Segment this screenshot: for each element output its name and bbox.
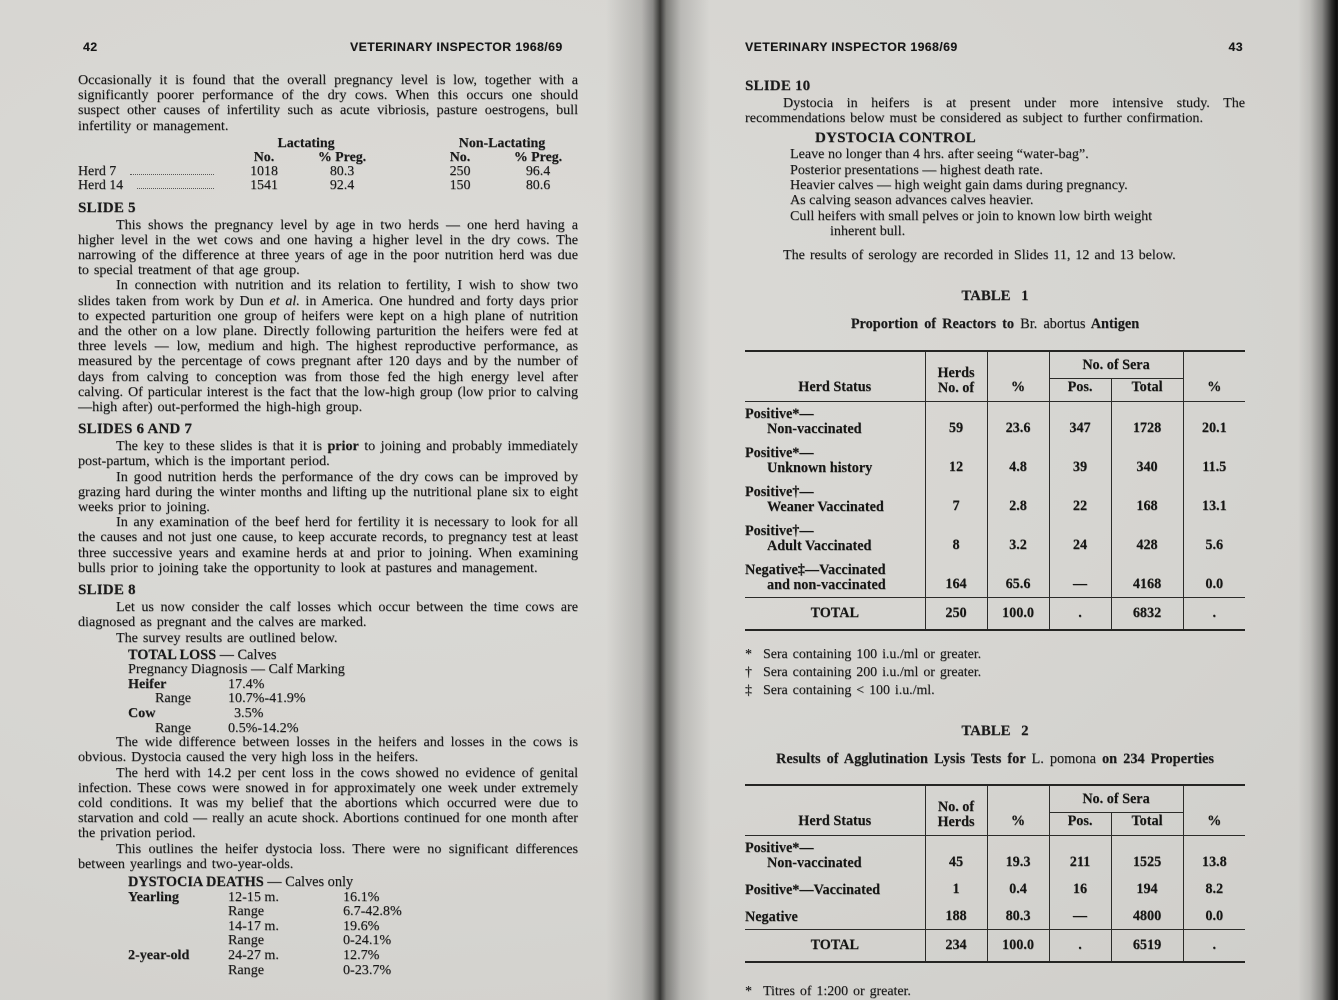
list-item: Posterior presentations — highest death rate. (790, 161, 1043, 178)
dotted-leader (137, 187, 214, 189)
herd-table-group-header (78, 137, 578, 151)
table-cell: 23.6 (987, 402, 1049, 442)
dystocia-control-heading: DYSTOCIA CONTROL (815, 130, 976, 147)
table-row (745, 519, 1245, 558)
table-cell: 11.5 (1183, 441, 1245, 480)
table-1-title: Proportion of Reactors to Br. abortus Antigen (850, 316, 1140, 333)
slides-6-7-paragraph-2: In good nutrition herds the performance of the dry cows can be improved by grazing hard during the winter months and lifting up the nutritional plane six to eight weeks prior to joining. (78, 468, 578, 516)
stat-value: 10.7%-41.9% (228, 690, 306, 707)
table-cell: 13.8 (1183, 836, 1245, 876)
table-cell: 8.2 (1183, 875, 1245, 902)
table-2-title: Results of Agglutination Lysis Tests for L. pomona on 234 Properties (776, 751, 1214, 768)
table-cell: 250 (925, 598, 987, 631)
table-cell: 0.0 (1183, 558, 1245, 598)
table-cell: 1541 (250, 178, 278, 194)
slide-8-heading: SLIDE 8 (78, 582, 136, 599)
table-cell: 1 (925, 875, 987, 902)
table-cell: 8 (925, 519, 987, 558)
table-cell: 6519 (1111, 930, 1183, 963)
table-cell: 59 (925, 402, 987, 442)
table-row (745, 558, 1245, 598)
table-1-caption: TABLE 1 (961, 288, 1029, 305)
table-cell: 100.0 (987, 930, 1049, 963)
dotted-leader (130, 173, 214, 175)
list-item: Cull heifers with small pelves or join to known low birth weight (790, 207, 1153, 224)
table-cell: 5.6 (1183, 519, 1245, 558)
col-preg: % Preg. (317, 150, 367, 166)
herd-pregnancy-table (78, 137, 578, 194)
table-cell: 1018 (250, 164, 278, 180)
table-cell: 19.3 (987, 836, 1049, 876)
slides-6-7-heading: SLIDES 6 AND 7 (78, 421, 193, 438)
table-cell: Positive*— Non-vaccinated (745, 840, 862, 872)
table-cell: TOTAL (745, 598, 925, 631)
herd-label: Herd 7 (78, 164, 117, 180)
slide-8-paragraph-1: Let us now consider the calf losses which occur between the time cows are diagnosed as pregnant and the calves are marked. (78, 599, 578, 631)
stat-row: 2-year-old 24-27 m. 12.7% (128, 947, 380, 964)
prior-bold: prior (327, 438, 359, 455)
table-cell: 428 (1111, 519, 1183, 558)
species-name: Br. abortus (1020, 316, 1086, 333)
list-item: Leave no longer than 4 hrs. after seeing “water-bag”. (790, 146, 1089, 163)
table-cell: Negative‡—Vaccinated and non-vaccinated (745, 562, 886, 594)
stat-label: Cow (128, 705, 156, 722)
table-cell: 65.6 (987, 558, 1049, 598)
slide-5-heading: SLIDE 5 (78, 199, 136, 216)
stat-label: Heifer (128, 675, 167, 692)
table-cell: . (1183, 598, 1245, 631)
footnote: † Sera containing 200 i.u./ml or greater. (745, 665, 982, 681)
stat-value: 0.5%-14.2% (228, 719, 299, 736)
table-cell: 164 (925, 558, 987, 598)
table-cell: 6832 (1111, 598, 1183, 631)
table-cell: 340 (1111, 441, 1183, 480)
table-cell: 0.0 (1183, 902, 1245, 930)
dystocia-deaths-title: DYSTOCIA DEATHS — Calves only (128, 874, 354, 891)
slide-10-paragraph-1: Dystocia in heifers is at present under more intensive study. The recommendations below must be considered as subject to further confirmation. (745, 95, 1245, 127)
table-cell: 0.4 (987, 875, 1049, 902)
footnote: * Sera containing 100 i.u./ml or greater. (745, 647, 982, 663)
footnote: ‡ Sera containing < 100 i.u./ml. (745, 683, 935, 699)
dystocia-deaths-block (128, 875, 578, 977)
slide-8-paragraph-5: This outlines the heifer dystocia loss. There were no significant differences between yearlings and two-year-olds. (78, 840, 578, 872)
slides-6-7-paragraph-1: The key to these slides is that it is prior to joining and probably immediately post-partum, which is the important period. (78, 438, 578, 470)
col-header-percent: % (987, 351, 1049, 402)
group-non-lactating: Non-Lactating (458, 135, 546, 151)
total-loss-block (128, 648, 578, 736)
stat-row: 14-17 m. 19.6% (228, 917, 380, 934)
col-header-herd-status: Herd Status (745, 785, 925, 836)
col-no: No. (253, 150, 275, 166)
table-1-footnotes (745, 646, 1245, 700)
table-cell: 168 (1111, 480, 1183, 519)
table-row (745, 836, 1245, 876)
total-loss-title: TOTAL LOSS — Calves (128, 646, 277, 663)
table-cell: 347 (1049, 402, 1111, 442)
col-header-percent: % (1183, 351, 1245, 402)
slide-5-paragraph-1: This shows the pregnancy level by age in two herds — one herd having a higher level in the wet cows and one having a higher level in the dry cows. The narrowing of the difference at three years of age in the poor nutrition herd was due to special treatment of that age group. (78, 216, 578, 279)
stat-row (128, 706, 578, 721)
table-row (745, 902, 1245, 930)
table-cell: 234 (925, 930, 987, 963)
total-loss-subtitle: Pregnancy Diagnosis — Calf Marking (128, 661, 345, 678)
table-total-row (745, 930, 1245, 963)
slides-6-7-paragraph-3: In any examination of the beef herd for fertility it is necessary to look for all the causes and not just one cause, to keep accurate records, to pregnancy test at least three successive years and examine herds at and prior to joining. When examining bulls prior to joining take the opportunity to look at pastures and management. (78, 514, 578, 576)
stat-row (128, 677, 578, 692)
col-header-pos: Pos. (1049, 813, 1111, 836)
dystocia-control-list (790, 147, 1245, 239)
slide-5-paragraph-2: In connection with nutrition and its relation to fertility, I wish to show two slides taken from work by Dun et al. in America. One hundred and forty days prior to expected parturition one group of heifers were kept on a high plane of nutrition and the other on a low plane. Directly following parturition the heifers were fed at three levels — low, medium and high. The highest reproductive performance, as measured by the percentage of cows pregnant after 120 days and by the number of days from calving to conception was from those fed the high energy level after calving. Of particular interest is the fact that the low-high group (low prior to calving—high after) out-performed the high-high group. (78, 277, 578, 416)
table-cell: TOTAL (745, 930, 925, 963)
stat-row: Range 0-24.1% (228, 932, 392, 949)
table-cell: Positive†— Adult Vaccinated (745, 523, 872, 555)
page-42-content (78, 73, 578, 977)
table-cell: 12 (925, 441, 987, 480)
table-cell: . (1049, 930, 1111, 963)
table-cell: Positive†— Weaner Vaccinated (745, 484, 884, 516)
herd-label: Herd 14 (78, 178, 124, 194)
table-cell: 45 (925, 836, 987, 876)
book-gutter-shadow (606, 0, 710, 1000)
table-cell: 150 (449, 178, 471, 194)
table-cell: Positive*—Vaccinated (745, 882, 881, 899)
table-2-caption: TABLE 2 (961, 723, 1029, 740)
table-total-row (745, 598, 1245, 631)
table-cell: 20.1 (1183, 402, 1245, 442)
slide-10-heading: SLIDE 10 (745, 78, 811, 94)
table-cell: 80.3 (329, 164, 355, 180)
col-header-no-of-sera: No. of Sera (1049, 351, 1183, 379)
table-cell: 13.1 (1183, 480, 1245, 519)
table-cell: — (1049, 558, 1111, 598)
serology-paragraph: The results of serology are recorded in Slides 11, 12 and 13 below. (783, 247, 1176, 264)
table-cell: 211 (1049, 836, 1111, 876)
table-cell: 24 (1049, 519, 1111, 558)
table-cell: 80.3 (987, 902, 1049, 930)
table-cell: 80.6 (525, 178, 551, 194)
table-cell: 1525 (1111, 836, 1183, 876)
table-cell: Negative (745, 909, 798, 926)
table-cell: 39 (1049, 441, 1111, 480)
table-cell: 7 (925, 480, 987, 519)
col-header-percent: % (987, 785, 1049, 836)
table-cell: 22 (1049, 480, 1111, 519)
stat-label: Range (155, 690, 192, 707)
col-header-total: Total (1111, 379, 1183, 402)
table-cell: 4800 (1111, 902, 1183, 930)
table-cell: 250 (449, 164, 471, 180)
table-cell: 2.8 (987, 480, 1049, 519)
et-al-italic: et al. (269, 292, 300, 309)
list-item-continuation: inherent bull. (830, 222, 906, 239)
page-43-content (745, 74, 1245, 1000)
stat-row: Range 0-23.7% (228, 961, 392, 978)
table-cell: Positive*— Unknown history (745, 445, 873, 477)
col-header-herds: Herds No. of (925, 351, 987, 402)
herd-table-row (78, 165, 578, 179)
stat-row (128, 721, 578, 736)
list-item: As calving season advances calves heavier. (790, 192, 1034, 209)
table-cell: 4168 (1111, 558, 1183, 598)
table-cell: . (1049, 598, 1111, 631)
stat-value: 17.4% (228, 675, 265, 692)
table-row (745, 875, 1245, 902)
herd-table-column-header (78, 151, 578, 165)
col-header-herds: No. of Herds (925, 785, 987, 836)
species-name: L. pomona (1031, 751, 1096, 768)
table-cell: Positive*— Non-vaccinated (745, 406, 862, 438)
herd-table-row (78, 179, 578, 193)
table-cell: 100.0 (987, 598, 1049, 631)
table-cell: 3.2 (987, 519, 1049, 558)
slide-8-paragraph-3: The wide difference between losses in the heifers and losses in the cows is obvious. Dystocia caused the very high loss in the heifers. (78, 734, 578, 766)
slide-8-paragraph-4: The herd with 14.2 per cent loss in the cows showed no evidence of genital infection. These cows were snowed in for approximately one week under extremely cold conditions. It was my belief that the abortions which occurred were due to starvation and cold — really an acute shock. Abortions continued for one month after the privation period. (78, 764, 578, 842)
col-header-no-of-sera: No. of Sera (1049, 785, 1183, 813)
table-cell: . (1183, 930, 1245, 963)
slide-8-paragraph-2: The survey results are outlined below. (116, 629, 338, 646)
table-2 (745, 784, 1245, 963)
running-head: VETERINARY INSPECTOR 1968/69 (745, 40, 958, 54)
stat-row (128, 691, 578, 706)
page-edge-shadow (1298, 0, 1338, 1000)
col-header-total: Total (1111, 813, 1183, 836)
page-number: 43 (1228, 40, 1243, 54)
table-cell: 96.4 (525, 164, 551, 180)
table-cell: — (1049, 902, 1111, 930)
table-cell: 4.8 (987, 441, 1049, 480)
stat-row: Yearling 12-15 m. 16.1% (128, 888, 380, 905)
table-cell: 16 (1049, 875, 1111, 902)
table-row (745, 441, 1245, 480)
table-row (745, 480, 1245, 519)
table-1 (745, 350, 1245, 631)
stat-value: 3.5% (234, 705, 264, 722)
intro-paragraph: Occasionally it is found that the overall pregnancy level is low, together with a significantly poorer performance of the dry cows. When this occurs one should suspect other causes of infertility such as acute vibriosis, pasture oestrogens, bull infertility or management. (78, 72, 578, 134)
col-header-pos: Pos. (1049, 379, 1111, 402)
table-cell: 194 (1111, 875, 1183, 902)
col-preg: % Preg. (513, 150, 563, 166)
running-head: VETERINARY INSPECTOR 1968/69 (350, 40, 563, 54)
table-cell: 188 (925, 902, 987, 930)
page-number: 42 (83, 40, 98, 54)
col-no: No. (449, 150, 471, 166)
stat-label: Range (155, 719, 192, 736)
list-item: Heavier calves — high weight gain dams during pregnancy. (790, 177, 1128, 193)
table-cell: 92.4 (329, 178, 355, 194)
table-cell: 1728 (1111, 402, 1183, 442)
footnote: * Titres of 1:200 or greater. (745, 984, 911, 1000)
stat-row: Range 6.7-42.8% (228, 903, 402, 920)
group-lactating: Lactating (277, 135, 335, 151)
col-header-herd-status: Herd Status (745, 351, 925, 402)
col-header-percent: % (1183, 785, 1245, 836)
table-row (745, 402, 1245, 442)
